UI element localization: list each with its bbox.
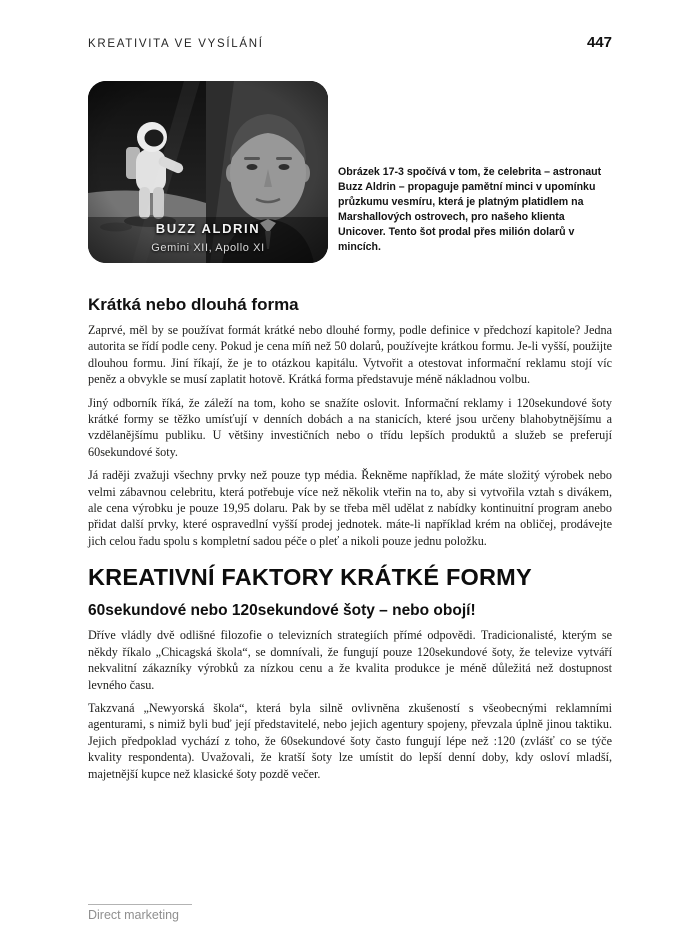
page-number: 447 [586,34,612,51]
paragraph: Jiný odborník říká, že záleží na tom, koho se snažíte oslovit. Informační reklamy i 120sekundové šoty krátké formy se těžko umísťují v denních dobách a na stanicích, které jsou určeny blahobytnějšímu a vzdělanějšímu publiku. U většiny investičních nebo o třídu lepších produktů a služeb se preferují 60sekundové šoty. [88,395,612,459]
subsection-heading-60-120: 60sekundové nebo 120sekundové šoty – nebo obojí! [88,602,476,620]
tv-screen-subtitle: Gemini XII, Apollo XI [151,242,265,254]
paragraph: Takzvaná „Newyorská škola“, která byla silně ovlivněna zkušeností s všeobecnými reklamními agenturami, s nimiž byli buď její představitelé, nebo jejich agentury spojeny, převzala úplně jinou taktiku. Jejich předpoklad vychází z toho, že 60sekundové šoty často fungují lépe než :120 (zvlášť co se týče kvality respondenta). Uvažovali, že kratší šoty lze umístit do lepší denní doby, kdy osloví mladší, majetnější kupce než klasické šoty pozdě večer. [88,700,612,781]
section-heading-short-long-form: Krátká nebo dlouhá forma [88,295,299,314]
footer-running-label: Direct marketing [88,904,192,922]
figure-image [88,81,328,263]
running-title: KREATIVITA VE VYSÍLÁNÍ [88,38,264,50]
chapter-heading-creative-factors: KREATIVNÍ FAKTORY KRÁTKÉ FORMY [88,564,532,591]
paragraph: Zaprvé, měl by se používat formát krátké nebo dlouhé formy, podle definice v předchozí kapitole? Jedna autorita se řídí podle ceny. Pokud je cena míň než 50 dolarů, používejte krátkou formu. Je-li vyšší, použijte dlouhou formu. Jiní říkají, že je to otázkou kapitálu. Vytvořit a otestovat informační reklamu stojí víc peněz a obvykle se musí zaplatit hotově. Krátká forma představuje méně nákladnou volbu. [88,323,612,387]
paragraph: Dříve vládly dvě odlišné filozofie o televizních strategiích přímé odpovědi. Tradicionalisté, kterým se někdy říkalo „Chicagská škola“, se domnívali, že fungují pouze 120sekundové šoty, že televize vytváří nekvalitní zákazníky výrobků za nízkou cenu a že kvalita produkce je méně důležitá než dostupnost levného času. [88,628,612,692]
figure [88,81,612,263]
figure-caption: Obrázek 17-3 spočívá v tom, že celebrita – astronaut Buzz Aldrin – propaguje pamětní minci v upomínku průzkumu vesmíru, která je platným platidlem na Marshallových ostrovech, pro našeho klienta Unicover. Tento šot prodal přes milión dolarů v mincích. [338,166,602,254]
running-head [88,34,612,51]
paragraph: Já raději zvažuji všechny prvky než pouze typ média. Řekněme například, že máte složitý výrobek nebo velmi zábavnou celebritu, která potřebuje více než několik vteřin na to, aby si vytvořila vztah s divákem, ale cena výrobku je pouze 19,95 dolaru. Pak by se třeba měl udělat z nabídky kontinuitní program anebo přidat další prvky, které ospravedlní vyšší prodej jednotek. máte-li například krém na obličej, prodávejte jich celou řadu spolu s kompletní sadou péče o pleť a nikoli pouze jednu položku. [88,468,612,548]
tv-screen-title: BUZZ ALDRIN [155,221,261,236]
